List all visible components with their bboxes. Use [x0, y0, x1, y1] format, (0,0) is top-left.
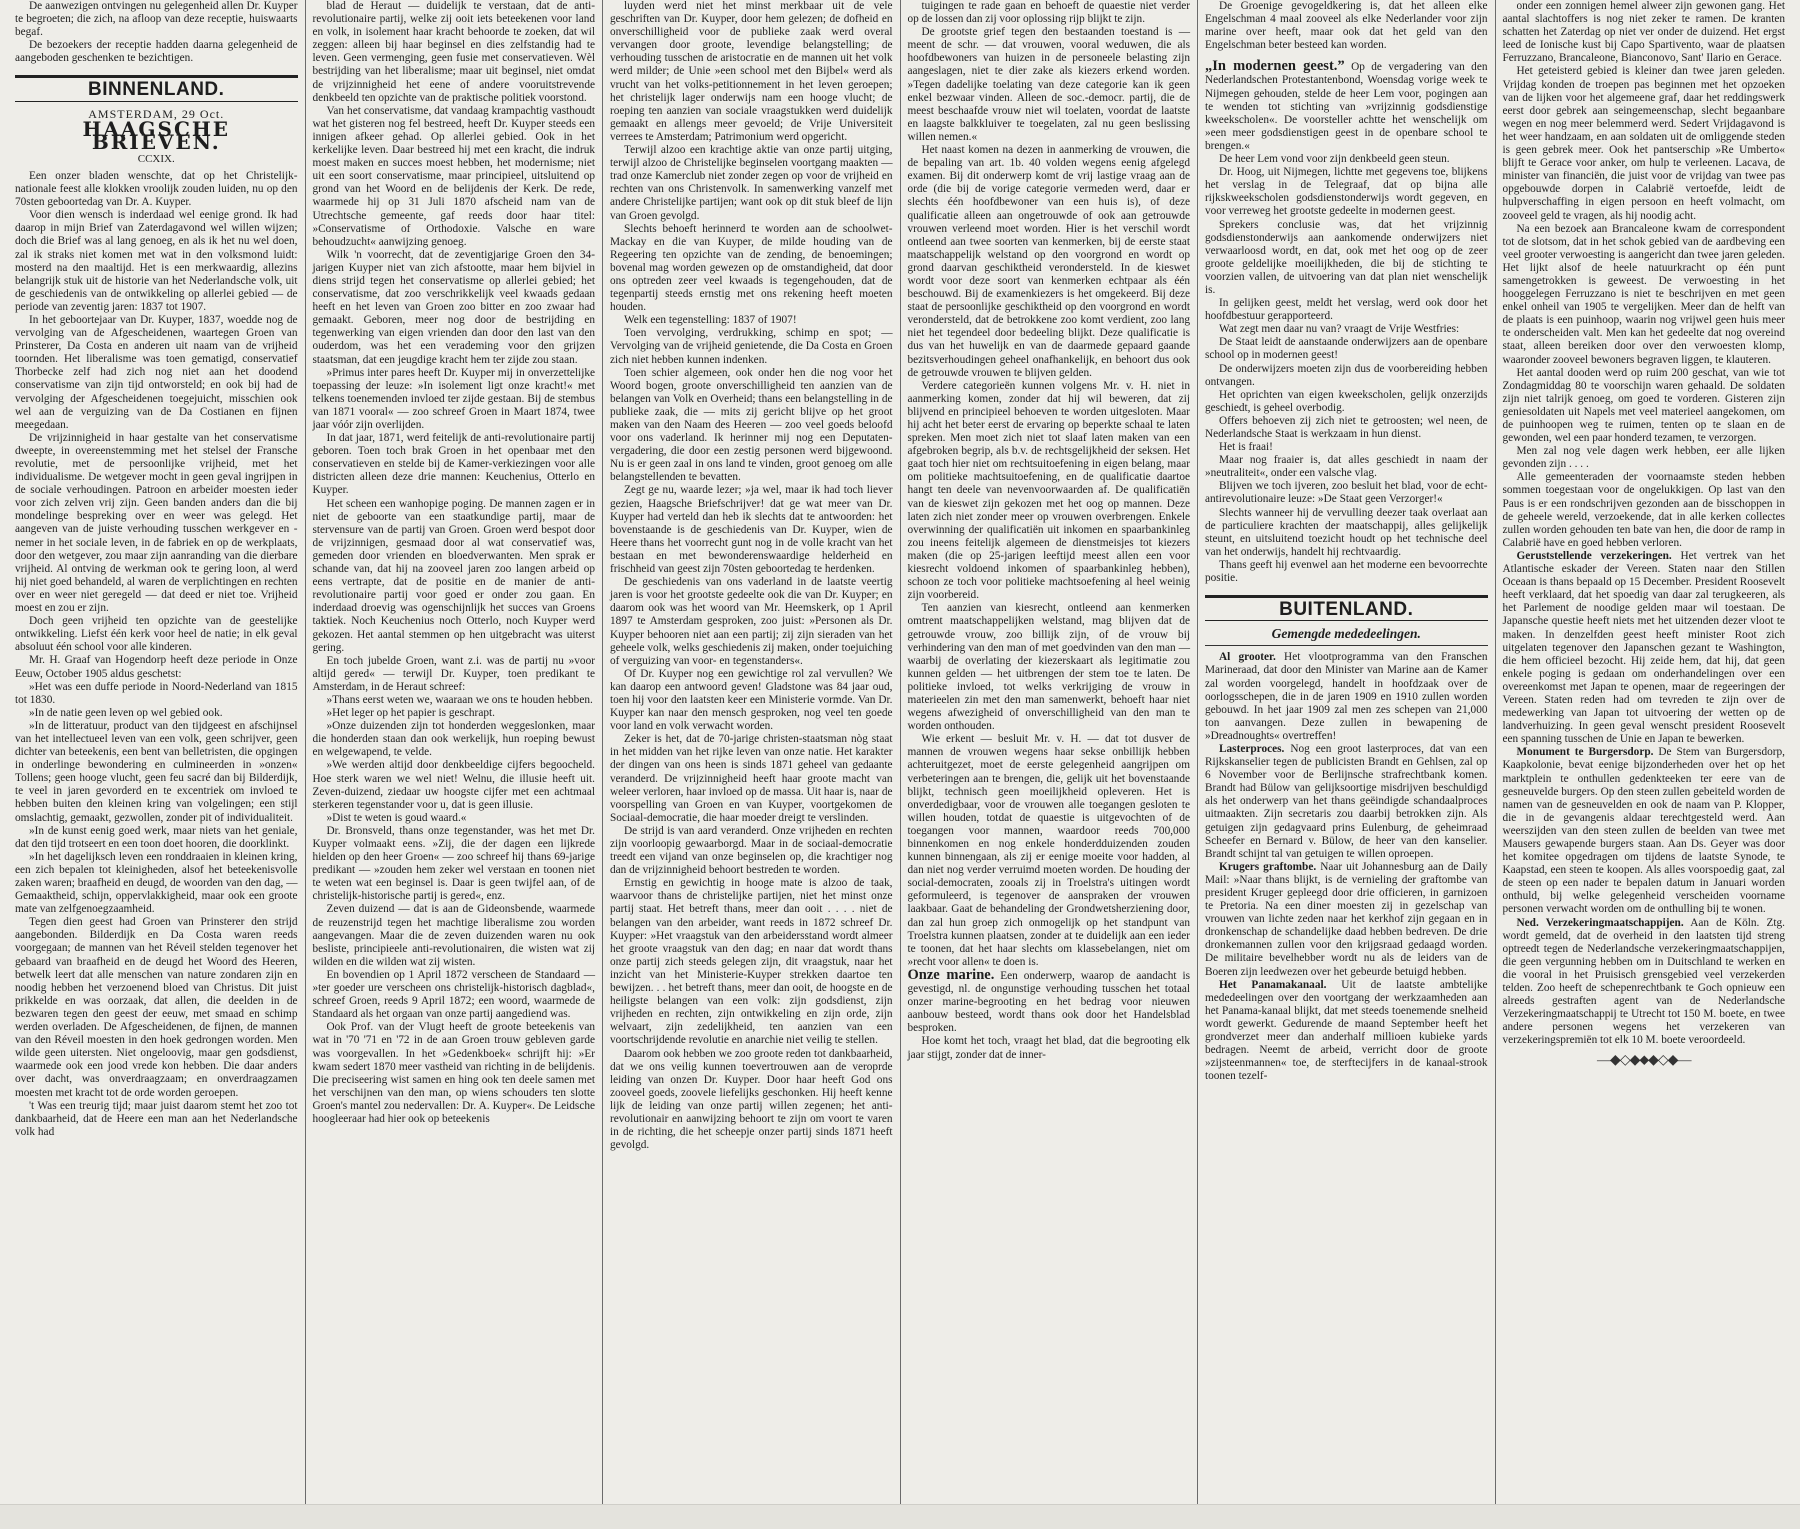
paragraph: »Het leger op het papier is geschrapt.: [326, 707, 495, 720]
paragraph: Daarom ook hebben we zoo groote reden tot dankbaarheid, dat we ons veilig kunnen toevertrouwen aan de veroprde leiding van onzen Dr. Kuyper. Door haar heeft God ons zooveel goeds, zoovele liefelijks geschonken. Hij heeft kenne lijk de leiding van onze partij willen zegenen; het anti-revolutionair en aanwijzing behoort te zijn om voort te varen in de richting, die het scheepje onzer partij sinds 1871 heeft gevolgd.: [610, 1047, 893, 1152]
marine-article: [907, 966, 1191, 1035]
paragraph: Een onzer bladen wenschte, dat op het Christelijk-nationale feest alle klokken vroolijk zouden luiden, nu op den 70sten geboortedag van Dr. A. Kuyper.: [15, 169, 298, 209]
news-items: [1205, 651, 1488, 1083]
paragraph: luyden werd niet het minst merkbaar uit de vele geschriften van Dr. Kuyper, door hem gelezen; de dofheid en onverschilligheid voor de publieke zaak werd overal vervangen door groote, levendige belangstelling; de verhouding tusschen de aristocratie en de mannen uit het volk werd milder; de Unie »een school met den Bijbel« werd als vrucht van het volks-petitionnement in het leven geroepen; het christelijk lager onderwijs nam een hooge vlucht; de roeping ten aanzien van sociale vraagstukken werd duidelijk gemaakt en allengs meer gevoeld; de Vrije Universiteit verrees te Amsterdam; Patrimonium werd opgericht.: [610, 0, 893, 143]
modern-geest-lead: Op de vergadering van den Nederlandschen Protestantenbond, Woensdag vorige week te Nijmegen gehouden, stelde de heer Lem voor, pogingen aan te wenden tot stichting van »vrijzinnig godsdienstige kweekscholen«. De voorsteller achtte het wenschelijk om »een meer godsdienstigen geest in de openbare school te brengen.«: [1205, 61, 1488, 152]
gemengde-title: Gemengde mededeelingen.: [1271, 626, 1421, 642]
paragraph: Na een bezoek aan Brancaleone kwam de correspondent tot de slotsom, dat in het schok gebied van de aardbeving een veel grooter verwoesting is aangericht dan twee jaren geleden. Het lijkt alsof de heele natuurkracht op één punt samengetrokken is geweest. De verwoesting in het hooggelegen Ferruzzano is niet te beschrijven en met geen enkel onheil van 1905 te vergelijken. Meer dan de helft van de plaats is een puinhoop, waarin nog vrijwel geen huis meer te onderscheiden valt. Men kan het gedeelte dat nog overeind staat, alleen bereiken door over den verwoesten klomp, waaronder zooveel bewoners begraven liggen, te klauteren.: [1502, 222, 1785, 366]
column-5: [1198, 0, 1496, 1505]
paragraph: Wilk 'n voorrecht, dat de zeventigjarige Groen den 34-jarigen Kuyper niet van zich afstootte, maar hem bijviel in diens strijd tegen het conservatisme op allerlei gebied; het conservatisme, dat zoo verschrikkelijk veel kwaads gedaan heeft en het leven van Groen zoo bitter en zoo zwaar had gemaakt. Geboren, meer nog door de bestrijding en tegenwerking van eigen vrienden dan door den last van den ouderdom, was het een verademing voor den grijzen staatsman, dat een jeugdige kracht hem ter zijde zou staan.: [312, 248, 595, 366]
paragraph: Ernstig en gewichtig in hooge mate is alzoo de taak, waarvoor thans de christelijke partijen, niet het minst onze partij staat. Het betreft thans, meer dan ooit . . . . niet de belangen van den arbeider, want reeds in 1872 schreef Dr. Kuyper: »Het vraagstuk van den arbeidersstand wordt almeer het groote vraagstuk van den dag; en naar dat wordt thans onze partij zich steeds gelegen zijn, dit vraagstuk, naar het inzicht van het Ministerie-Kuyper strekken daartoe ten bewijzen. . . het betreft thans, meer dan ooit, de hoogste en de heiligste belangen van een volk: zijn godsdienst, zijn vrijheden en rechten, zijn ontwikkeling en zijn orde, zijn welvaart, zijn zedelijkheid, ten aanzien van een voortschrijdende revolutie en anarchie niet veilig te stellen.: [610, 877, 893, 1047]
news-items: [1503, 550, 1786, 1048]
paragraph: 't Was een treurig tijd; maar juist daarom stemt het zoo tot dankbaarheid, dat de Heere een man aan het Nederlandsche volk had: [15, 1099, 298, 1138]
marine-paragraph: Hoe komt het toch, vraagt het blad, dat die begrooting elk jaar stijgt, zonder dat de inner-: [907, 1035, 1190, 1061]
paragraph: In dat jaar, 1871, werd feitelijk de anti-revolutionaire partij geboren. Toen toch brak Groen in het openbaar met den conservatieven en stelde bij de Kamer-verkiezingen voor alle districten alleen deze drie mannen: Keuchenius, Otterlo en Kuyper.: [312, 432, 595, 497]
paragraph: Dr. Hoog, uit Nijmegen, lichtte met gegevens toe, blijkens het verslag in de Telegraaf, dat op bijna alle rijkskweekscholen godsdienstonderwijs wordt gegeven, en voor verreweg het grootste gedeelte in modernen geest.: [1205, 166, 1488, 218]
paragraph: Alle gemeenteraden der voornaamste steden hebben sommen toegestaan voor de ongelukkigen. Op last van den Paus is er een rondschrijven gezonden aan de bisschoppen in de geheele wereld, verzoekende, dat in alle kerken collectes zullen worden gehouden ten bate van hen, die door de ramp in Calabrië have en goed hebben verloren.: [1502, 471, 1785, 549]
paragraph: En toch jubelde Groen, want z.i. was de partij nu »voor altijd gered« — terwijl Dr. Kuyper, toen predikant te Amsterdam, in de Heraut schreef:: [312, 654, 595, 693]
paragraph: De bezoekers der receptie hadden daarna gelegenheid de aangeboden geschenken te bezichtigen.: [15, 39, 298, 65]
news-item-label: Monument te Burgersdorp.: [1516, 746, 1654, 759]
modern-geest-title: „In modernen geest.”: [1205, 58, 1345, 75]
paragraph: De Groenige gevogeldkering is, dat het alleen elke Engelschman 4 maal zooveel als elke Nederlander voor zijn marine over heeft, maar ook dat het geld van den Engelschman beter besteed kan worden.: [1205, 0, 1488, 52]
news-item-text: Aan de Köln. Ztg. wordt gemeld, dat de overheid in den laatsten tijd streng optreedt tegen de Nederlandsche verzekeringmaatschappijen, die geen vergunning hebben om in Duitschland te werken en die vooral in het Pruisisch grensgebied veel verzekerden telden. Zoo heeft de schepenrechtbank te Goch opnieuw een alreeds gestraften agent van de Nederlandsche Verzekeringmaatschappij te Utrecht tot 150 M. boete, en twee andere personen wegens het verzekeren van verzekeringspremiën tot elk 10 M. boete veroordeeld.: [1502, 916, 1786, 1047]
article-body: [1503, 0, 1786, 550]
column-2: [306, 0, 604, 1505]
article-body: [15, 170, 298, 1139]
paragraph: De heer Lem vond voor zijn denkbeeld geen steun.: [1219, 153, 1450, 166]
marine-lead: Een onderwerp, waarop de aandacht is gevestigd, nl. de ongunstige verhouding tusschen het totaal onzer marine-begrooting en het bedrag voor nieuwen aanbouw besteed, wordt thans ook door het Handelsblad besproken.: [907, 969, 1191, 1035]
news-item-text: Uit de laatste ambtelijke mededeelingen over den voortgang der werkzaamheden aan het Panama-kanaal blijkt, dat met steeds toenemende snelheid wordt gewerkt. Gedurende de maand September heeft het grondverzet meer dan anderhalf millioen kubieke yards bedragen. Neemt de arbeid, verricht door de groote »zijsteenmannen« toe, de sterftecijfers in de kanaal-strook toonen tezelf-: [1205, 978, 1488, 1083]
paragraph: tuigingen te rade gaan en behoeft de quaestie niet verder op de lossen dan zij voor oplossing rijp blijkt te zijn.: [907, 0, 1190, 26]
article-body: [610, 0, 893, 1152]
paragraph: Maar nog fraaier is, dat alles geschiedt in naam der »neutraliteit«, onder een valsche vlag.: [1205, 454, 1488, 480]
news-item-label: Ned. Verzekeringmaatschappijen.: [1516, 916, 1684, 929]
paragraph: Men zal nog vele dagen werk hebben, eer alle lijken gevonden zijn . . . .: [1502, 445, 1785, 471]
newspaper-columns: [8, 0, 1792, 1505]
paragraph: »Het was een duffe periode in Noord-Nederland van 1815 tot 1830.: [15, 680, 298, 706]
article-body: [908, 0, 1191, 969]
article-body: [313, 0, 596, 1126]
paragraph: Toen vervolging, verdrukking, schimp en spot; — Vervolging van de vrijheid genietende, die Da Costa en Groen zich niet hebben kunnen indenken.: [610, 327, 893, 366]
paragraph: Terwijl alzoo een krachtige aktie van onze partij uitging, terwijl alzoo de Christelijke beginselen voortgang maakten — trad onze Kamerclub niet zonder zegen op voor de vrijheid en rechten van ons Christenvolk. In samenwerking vanzelf met andere Christelijke partijen; want ook op dit stuk bleef de lijn van Groen gevolgd.: [610, 144, 893, 222]
paragraph: Tegen dien geest had Groen van Prinsterer den strijd aangebonden. Bilderdijk en Da Costa waren reeds voorgegaan; de mannen van het Réveil stelden tegenover het gebaard van braafheid en de deugd het Woord des Heeren, betwelk leert dat alle menschen van nature zondaren zijn en noodig hebben het verzoenend bloed van Christus. Dit juist prikkelde en was oorzaak, dat allen, die deelden in de bezwaren tegen den geest der eeuw, met smaad en schimp werden overladen. De Afgescheidenen, de fijnen, de mannen van den Réveil moesten in den hoek gedrongen worden. Men wilde geen uitersten. Niet ongeloovig, maar gen godsdienst, waarmede ook een jood vrede kon hebben. Die daar anders over dacht, was onverdraagzaam; en onverdraagzamen moesten met kracht tot de orde worden geroepen.: [15, 916, 298, 1099]
paragraph: Zegt ge nu, waarde lezer; »ja wel, maar ik had toch liever gezien, Haagsche Briefschrijver! dat ge wat meer van Dr. Kuyper had verteld dan heb ik slechts dat te antwoorden: het bovenstaande is de geschiedenis van Dr. Kuyper, wien de Heere thans het voorrecht gunt nog in de volle kracht van het bestaan en met bewonderenswaardige helderheid en frischheid van geest zijn 70sten geboortedag te herdenken.: [610, 484, 893, 576]
paragraph: In het geboortejaar van Dr. Kuyper, 1837, woedde nog de vervolging van de Afgescheidenen, waartegen Groen van Prinsterer, Da Costa en anderen uit naam van de vrijheid toornden. Het liberalisme was toen gematigd, conservatief Thorbecke zelf had zich nog niet aan het doodend conservatisme van zijn tijd ontworsteld; en ook bij had de vervolging der Afgescheidenen toegejuicht, misschien ook wel aan de verguizing van de Da Costianen en fijnen meegedaan.: [15, 313, 298, 431]
news-item: [1205, 743, 1488, 861]
news-item: [1205, 979, 1488, 1084]
paragraph: Thans geeft hij evenwel aan het moderne een bevoorrechte positie.: [1205, 558, 1488, 585]
paragraph: »Thans eerst weten we, waaraan we ons te houden hebben.: [326, 693, 593, 706]
paragraph: Zeker is het, dat de 70-jarige christen-staatsman nòg staat in het midden van het rijke leven van onze natie. Het karakter der dingen van ons heen is sinds 1871 geheel van gedaante veranderd. De vrijzinnigheid heeft haar groote macht van weleer verloren, haar invloed op de massa. Uit haar is, naar de voorspelling van Groen en van Kuyper, voortgekomen de Sociaal-democratie, die haar moeder dreigt te verslinden.: [610, 733, 893, 824]
section-title-binnenland: BINNENLAND.: [15, 75, 298, 101]
paragraph: Sprekers conclusie was, dat het vrijzinnig godsdienstonderwijs aan aankomende onderwijzers niet verwaarloosd wordt, en dat, ook met het oog op de zeer groote geldelijke moeilijkheden, die bij de stichting te voorzien vallen, de uitvoering van dat plan niet wenschelijk is.: [1205, 218, 1488, 296]
paragraph: Het geteisterd gebied is kleiner dan twee jaren geleden. Vrijdag konden de troepen pas beginnen met het opzoeken van de lijken voor het algemeene graf, daar het reddingswerk eerst door gebrek aan seingemeenschap, slecht begaanbare wegen en nog meer belemmerd werd. Sedert Vrijdagavond is het weer handzaam, en aan soldaten uit de omliggende steden is geen gebrek meer. Ook het pantserschip »Re Umberto« blijft te Gerace voor anker, om hulp te verleenen. Lacava, de minister van financiën, die juist voor de vrijdag van twee pas opgebouwde dorpen in Calabrië vertoefde, leidt de hulpverschaffing in eigen persoon en heeft volmacht, om zooveel geld te vragen, als hij noodig acht.: [1502, 65, 1785, 222]
news-item-label: Geruststellende verzekeringen.: [1516, 549, 1672, 562]
letter-number: CCXIX.: [137, 152, 175, 165]
paragraph: Zeven duizend — dat is aan de Gideonsbende, waarmede de reuzenstrijd tegen het machtige liberalisme zou worden aangevangen. Maar die de zeven duizenden waren nu ook besliste, principieele anti-revolutionairen, die wisten wat zij wilden en die wilden wat zij wisten.: [312, 903, 595, 968]
news-item-text: Het vertrek van het Atlantische eskader der Vereen. Staten naar den Stillen Oceaan is thans bepaald op 15 December. President Roosevelt heeft verklaard, dat het spoedig van daar zal terugkeeren, als het Parlement de noodige gelden maar wil toestaan. De Japansche questie heeft niets met het uitzenden dezer vloot te maken. In denzelfden geest heeft minister Root zich uitgelaten tegenover den Japanschen gezant te Washington, die hem officieel bezocht. Hij zeide hem, dat hij, dat geen enkele poging is gedaan om onderhandelingen over een overeenkomst met Japan te openen, maar de regeeringen der Vereen. Staten reden had om tevreden te zijn over de medewerking van Japan tot uitvoering der wetten op de landverhuizing. In geen geval wenscht president Roosevelt een spanning tusschen de Unie en Japan te bewerken.: [1502, 549, 1785, 746]
news-item: [1503, 550, 1786, 746]
intro-block: [15, 0, 298, 65]
paragraph: Voor dien wensch is inderdaad wel eenige grond. Ik had daarop in mijn Brief van Zaterdagavond wel willen wijzen; doch die Brief was al lang genoeg, en als ik het nu wel doen, zal ik straks niet komen met wat in den volksmond luidt: mosterd na den maaltijd. Het is een merkwaardig, allezins belangrijk stuk uit de historie van het Nederlandsche volk, uit de geschiedenis van de ontwikkeling op allerlei gebied — de periode van zeventig jaren: 1837 tot 1907.: [15, 209, 298, 313]
paragraph: onder een zonnigen hemel alweer zijn gewonen gang. Het aantal slachtoffers is nog niet zeker te ramen. De kranten schatten het Zaterdag op niet ver onder de duizend. Het ergst leed de Ionische kust bij Capo Spartivento, waar de plaatsen Ferruzzano, Brancaleone, Bianconovo, Sant' Ilario en Gerace.: [1502, 0, 1785, 65]
news-item-label: Lasterproces.: [1219, 742, 1285, 755]
paragraph: »We werden altijd door denkbeeldige cijfers begoocheld. Hoe sterk waren we wel niet! Welnu, die illusie heeft uit. Zeven-duizend, ziedaar uw hoogste cijfer met een achtmaal sterkeren tegenstander voor u, dat is geen illusie.: [312, 759, 595, 811]
news-item-text: Het vlootprogramma van den Franschen Marineraad, dat door den Minister van Marine aan de Kamer zal worden voorgelegd, handelt in hoofdzaak over de oorlogsschepen, die in de jaren 1909 en 1910 zullen worden gebouwd. In het jaar 1909 zal men zes schepen van 21,000 ton aanvangen. Deze zullen in bewapening de »Dreadnoughts« overtreffen!: [1205, 651, 1488, 742]
paragraph: »In de natie geen leven op wel gebied ook.: [29, 706, 223, 719]
paragraph: Het scheen een wanhopige poging. De mannen zagen er in niet de geboorte van een staatkundige partij, maar de stervensure van de partij van Groen. Groen werd bespot door de vrijzinnigen, gesmaad door al wat conservatief was, gemeden door vrienden en bloedverwanten. Men sprak er schande van, dat hij na zooveel jaren zoo langen arbeid op eens vertrapte, dat de positie en de manier de anti-revolutionaire partij voor goed er onder zou gaan. En inderdaad droevig was ogenschijnlijk het succes van Groens taktiek. Noch Keuchenius noch Otterlo, noch Kuyper werd gekozen. Het aantal stemmen op hen uitgebracht was uiterst gering.: [312, 497, 595, 654]
news-item-text: Naar uit Johannesburg aan de Daily Mail: »Naar thans blijkt, is de vernieling der graftombe van president Kruger gepleegd door drie officieren, in garnizoen te Pretoria. Na een diner moesten zij in gezelschap van vrouwen van lichte zeden naar het kerkhof zijn gegaan en in dronkenschap de schandelijke daad hebben bedreven. De drie dronkemannen zullen voor den krijgsraad gedaagd worden. De militaire bevelhebber wordt nu als de leiders van de Boeren zijn leedwezen over het gebeurde betuigd hebben.: [1205, 860, 1488, 978]
paragraph: »In de litteratuur, product van den tijdgeest en afschijnsel van het intellectueel leven van een volk, geen schrijver, geen dichter van beteekenis, een bent van belletristen, die opgingen in onderlinge bewondering en culmineerden in »onzen« Tollens; geen hooge vlucht, geen feu sacré dan bij Bilderdijk, te veel in jaren gevorderd en te excentriek om invloed te hebben buiten den kleinen kring van volgelingen; een stijl omslachtig, gemaakt, gezwollen, zonder pit of individualiteit.: [15, 719, 298, 824]
paragraph: Doch geen vrijheid ten opzichte van de geestelijke ontwikkeling. Liefst één kerk voor heel de natie; in elk geval absoluut één school voor alle kinderen.: [15, 615, 298, 654]
paragraph: Dr. Bronsveld, thans onze tegenstander, was het met Dr. Kuyper volmaakt eens. »Zij, die der dagen een lijkrede hielden op den heer Groen« — zoo schreef hij thans 69-jarige predikant — »zouden hem zeker wel verstaan en toonen niet te weten wat een beginsel is. Daar is geen twijfel aan, of de christelijk-historische partij is gered«, enz.: [312, 824, 595, 903]
paragraph: »Primus inter pares heeft Dr. Kuyper mij in onverzettelijke toepassing der leuze: »In isolement ligt onze kracht!« met telkens toenemenden invloed ter zijde gestaan. Bij de stembus van 1871 vooral« — zoo schreef Groen in Maart 1874, twee jaar vóór zijn overlijden.: [312, 366, 595, 431]
paragraph: Wat zegt men daar nu van? vraagt de Vrije Westfries:: [1219, 323, 1460, 336]
paragraph: De strijd is van aard veranderd. Onze vrijheden en rechten zijn voorloopig gewaarborgd. Maar in de sociaal-democratie treedt een vijand van onze beginselen op, die krachtiger nog dan de vrijzinnigheid behoort bestreden te worden.: [610, 824, 893, 877]
paragraph: »In het dagelijksch leven een ronddraaien in kleinen kring, een zich bepalen tot kleinigheden, alsof het beteekenisvolle zaken waren; braafheid en deugd, de woorden van den dag, — Gemaaktheid, schijn, oppervlakkigheid, maar ook een groote mate van zelfgenoegzaamheid.: [15, 850, 298, 916]
paragraph: De onderwijzers moeten zijn dus de voorbereiding hebben ontvangen.: [1205, 362, 1488, 388]
paragraph: De aanwezigen ontvingen nu gelegenheid allen Dr. Kuyper te begroeten; die zich, na afloop van deze receptie, huiswaarts begaf.: [15, 0, 298, 39]
column-4: [901, 0, 1199, 1505]
news-item: [1503, 917, 1786, 1048]
ornament-divider: —◆◇◆⬥◆◇◆—: [1597, 1052, 1691, 1068]
paragraph: Mr. H. Graaf van Hogendorp heeft deze periode in Onze Eeuw, October 1905 aldus geschetst:: [15, 654, 298, 680]
paragraph: In gelijken geest, meldt het verslag, werd ook door het hoofdbestuur gerapporteerd.: [1205, 297, 1488, 323]
modern-geest-body: [1205, 153, 1488, 585]
news-item: [1205, 861, 1488, 979]
headline-haagsche-brieven: HAAGSCHE BRIEVEN.: [82, 116, 230, 154]
dateline: AMSTERDAM, 29 Oct.: [88, 106, 225, 121]
paragraph: Toen schier algemeen, ook onder hen die nog voor het Woord bogen, groote onverschilligheid ten aanzien van de belangen van Volk en Overheid; thans een belangstelling in de publieke zaak, die — mits zij gericht blijve op het groot maken van den Naam des Heeren — zoo veel goeds beloofd voor ons vaderland. Ik herinner mij nog een Deputaten-vergadering, die door een zestig personen werd bijgewoond. Nu is er geen zaal in ons land te vinden, groot genoeg om alle belangstellenden te bevatten.: [610, 366, 893, 484]
paragraph: Slechts wanneer hij de vervulling deezer taak overlaat aan de particuliere krachten der maatschappij, alles gelijkelijk steunt, en uitsluitend toezicht houdt op het technische deel van het onderwijs, handelt hij rechtvaardig.: [1205, 506, 1488, 558]
paragraph: Welk een tegenstelling: 1837 of 1907!: [624, 314, 797, 327]
modern-geest-article: [1205, 60, 1488, 153]
column-6: [1496, 0, 1793, 1505]
news-item-text: De Stem van Burgersdorp, Kaapkolonie, bevat eenige bijzonderheden over het op het marktplein te onthullen gedenkteeken ter eere van de gesneuvelde burgers. Op den steen zullen gebeiteld worden de namen van de gesneuvelden en ook de naam van P. Klopper, die in de gevangenis aldaar terechtgesteld werd. Aan weerszijden van den steen zullen de beelden van twee met Mausers gewapende burgers staan. Aan Ds. Geyer was door het komitee opgedragen om tijdens de laatste Synode, te Kaapstad, een steen te koopen. Als alles voorspoedig gaat, zal de steen op een nader te bepalen datum in Januari worden onthuld, bij welke gelegenheid verscheiden voorname personen verwacht worden om de onthulling bij te wonen.: [1502, 746, 1785, 916]
paragraph: »Onze duizenden zijn tot honderden weggeslonken, maar die honderden staan dan ook werkelijk, hun roeping bewust en welgewapend, te velde.: [312, 720, 595, 759]
paragraph: Blijven we toch ijveren, zoo besluit het blad, voor de echt-antirevolutionaire leuze: »De Staat geen Verzorger!«: [1205, 480, 1488, 506]
news-item-label: Het Panamakanaal.: [1219, 978, 1327, 991]
paragraph: En bovendien op 1 April 1872 verscheen de Standaard — »ter goeder ure verscheen ons christelijk-historisch dagblad«, schreef Groen, reeds 9 April 1872; een woord, waarmede de Standaard als het orgaan van onze partij aangediend was.: [312, 968, 595, 1021]
paragraph: Slechts behoeft herinnerd te worden aan de schoolwet-Mackay en die van Kuyper, de milde houding van de Regeering ten opzichte van de zending, de benoemingen; bovenal mag worden gewezen op de omstandigheid, dat door ons optreden zeer veel kwaads is tegengehouden, dat de tegenpartij steeds ernstig met ons rekening heeft moeten houden.: [610, 222, 893, 314]
news-item: [1503, 746, 1786, 916]
paragraph: Of Dr. Kuyper nog een gewichtige rol zal vervullen? We kan daarop een antwoord geven! Gladstone was 84 jaar oud, toen hij voor den laatsten keer een Ministerie vormde. Van Dr. Kuyper kan naar den mensch gesproken, nog veel ten goede voor land en volk verwacht worden.: [610, 667, 893, 733]
paragraph: Van het conservatisme, dat vandaag krampachtig vasthoudt wat het gisteren nog fel bestreed, heeft Dr. Kuyper steeds een innigen afkeer gehad. Op allerlei gebied. Ook in het kerkelijke leven. Daar bestreed hij met een kracht, die indruk moest maken en succes moest hebben, het modernisme; niet uit een soort conservatisme, maar principieel, uitsluitend op grond van het Woord en de belijdenis der Kerk. De rede, waarmede hij op 31 Juli 1870 afscheid nam van de Utrechtsche gemeente, gaf reeds door haar titel: »Conservatisme of Orthodoxie. Valsche en ware behoudzucht« aanwijzing genoeg.: [312, 104, 595, 248]
paragraph: Ten aanzien van kiesrecht, ontleend aan kenmerken omtrent maatschappelijken welstand, mag blijven dat de getrouwde vrouw, zoo billijk zijn, of de vrouw bij verhindering van den man of met goedvinden van den man — waarbij de overlating der kiezerskaart als legitimatie zou kunnen gelden — het uitbrengen der stem toe te laten. De politieke invloed, tot welks verkrijging de vrouw in materieelen zin met den man samenwerkt, behoeft haar niet wegens afwezigheid of onverschilligheid van den man te worden onthouden.: [907, 602, 1190, 733]
column-3: [603, 0, 901, 1505]
paragraph: Verdere categorieën kunnen volgens Mr. v. H. niet in aanmerking komen, zonder dat hij wil beweren, dat zij blijvend en principieel behoeven te worden uitgesloten. Maar hij acht het beter eerst de ervaring op beperkte schaal te laten spreken. Men moet zich niet tot slaaf laten maken van een afgebroken begrip, als b.v. de rechtsgelijkheid der seksen. Het gaat toch hier niet om rechtsuitoefening in eigen belang, maar om politieke machtsuitoefening, en de qualificatie daartoe hangt ten deele van nevenvoorwaarden af. De qualificatiën van de kieswet zijn gekozen met het oog op mannen. Deze laten zich niet zonder meer op vrouwen overbrengen. Enkele overwinning der qualificatiën uit inkomen en spaarbankinleg zou ineens feitelijk algemeen de dienstmeisjes tot kiezers maken (die op 25-jarigen leeftijd meest allen een voor kiesrecht voldoend inkomen of spaarbankinleg hebben), schoon ze toch voor politieke machtsoefening al heel weinig zijn voorbereid.: [907, 379, 1190, 602]
paragraph: De Staat leidt de aanstaande onderwijzers aan de openbare school op in modernen geest!: [1205, 336, 1488, 362]
news-item: [1205, 651, 1488, 743]
news-item-label: Al grooter.: [1219, 651, 1276, 664]
paragraph: »Dist te weten is goud waard.«: [326, 811, 467, 824]
paragraph: De vrijzinnigheid in haar gestalte van het conservatisme dweepte, in overeenstemming met het stelsel der Fransche revolutie, met de persoonlijke vrijheid, met het individualisme. De wetgever mocht in geen geval ingrijpen in de sociale verhoudingen. Patroon en arbeider moesten ieder voor zich zelven vrij zijn. Geen banden anders dan die bij mondelinge bespreking over en weer was gelegd. Het aangeven van de juiste verhouding tusschen werkgever en -nemer in het sociale leven, in de fabriek en op de werkplaats, door den wetgever, zou maar zijn aanranding van die dierbare vrijheid. Al ontving de werkman ook te gering loon, al werd hij niet goed behandeld, al waren de verplichtingen en rechten over en weer niet geregeld — dat deed er niet toe. Vrijheid moest en zou er zijn.: [15, 431, 298, 615]
divider: [1205, 645, 1488, 646]
paragraph: Het naast komen na dezen in aanmerking de vrouwen, die de bepaling van art. 1b. 40 volden wegens eenig afgelegd examen. Bij dit onderwerp komt de vrij lastige vraag aan de orde (die bij de vorige categorie vermeden werd, daar er slechts één hoofdbewoner van een huis is), of deze qualificatie alleen aan ongetrouwde of ook aan getrouwde vrouwen verleend moet worden. Hier is het verschil wordt ontleend aan twee soorten van kenmerken, bij de eerste staat maatschappelijk welstand op den voorgrond en wordt op grond daarvan geschiktheid verondersteld. In de kieswet wordt voor deze soort van kenmerken echtpaar als één beschouwd. Bij de examenkiezers is het omgekeerd. Bij deze staat de persoonlijke geschiktheid op den voorgrond en wordt verondersteld, dat de betrokkene zoo komt verdient, zoo lang niet het tegendeel door bedeeling blijkt. Deze qualificatie is dus van het huwelijk en van de daarmede gepaard gaande bezitsverhoudingen geheel onafhankelijk, en behoort dus ook de getrouwde vrouwen te blijven gelden.: [907, 144, 1190, 379]
paragraph: Wie erkent — besluit Mr. v. H. — dat tot dusver de mannen de vrouwen wegens haar sekse onbillijk hebben achteruitgezet, moet de eerste gelegenheid aangrijpen om verbeteringen aan te brengen, die, gelijk uit het bovenstaande blijkt, technisch geen moeilijkheid opleveren. Het is onverdedigbaar, voor de vrouwen alle toegangen gesloten te willen houden, totdat de quaestie is uitgevochten of de toegangen voor mannen, waardoor reeds 700,000 binnenkomen en nog enkele honderdduizenden zouden kunnen binnengaan, als zij er eenige moeite voor hadden, al dan niet nog verder verruimd moeten worden. De houding der social-democraten, zooals zij in Troelstra's uitingen wordt geformuleerd, is tegenover de aanspraken der vrouwen laakbaar. Gaat de behandeling der Grondwetsherziening door, dan zal hun groep zich onmogelijk op het standpunt van Troelstra kunnen plaatsen, zonder at te duidelijk aan een ieder te toonen, dat het haar slechts om klassebelangen, niet om »recht voor allen« te doen is.: [907, 733, 1190, 968]
paragraph: Het is fraai!: [1219, 441, 1273, 454]
paragraph: Offers behoeven zij zich niet te getroosten; wel neen, de Nederlandsche Staat is werkzaam in hun dienst.: [1205, 414, 1488, 440]
paragraph: blad de Heraut — duidelijk te verstaan, dat de anti-revolutionaire partij, welke zij ooit iets beteekenen voor land en volk, in isolement haar kracht behoorde te zoeken, dat wil zeggen: alleen bij haar beginsel en dies zelfstandig had te leven. Geen vermenging, geen fusie met conservatieven. Wèl bestrijding van het liberalisme; maar uit beginsel, niet omdat de vrijzinnigheid het eene of andere vooruitstrevende denkbeeld ten opzichte van de praktische politiek voorstond.: [312, 0, 595, 104]
paragraph: De grootste grief tegen den bestaanden toestand is — meent de schr. — dat vrouwen, vooral weduwen, die als hoofdbewoners van huizen in de personeele belasting zijn aangeslagen, niet te dier zake als kiezers erkend worden. »Tegen dadelijke toelating van deze categorie kan ik geen enkel bezwaar vinden. Alleen de soc.-democr. partij, die de meest beschaafde vrouw niet wil toelaten, voordat de laatste en laagste balkkluiver te toegelaten, zal nu geen beslissing willen nemen.«: [907, 26, 1190, 143]
paragraph: De geschiedenis van ons vaderland in de laatste veertig jaren is voor het grootste gedeelte ook die van Dr. Kuyper; en daarom ook was het woord van Mr. Heemskerk, op 1 April 1897 te Amsterdam gesproken, zoo juist: »Personen als Dr. Kuyper behooren niet aan een partij; zij zijn sieraden van het geheele volk, welks geschiedenis zij maken, onder toejuiching of verguizing van voor- en tegenstanders«.: [610, 576, 893, 667]
page-bottom-margin: [0, 1504, 1800, 1529]
paragraph: Het aantal dooden werd op ruim 200 geschat, van wie tot Zondagmiddag 80 te voorschijn waren gehaald. De soldaten zijn niet talrijk genoeg, om goed te vorderen. Gisteren zijn geniesoldaten uit Napels met veel materieel aangekomen, om de puinhoopen weg te ruimen, tenten op te slaan en de gewonden, wel een paar honderd tezamen, te verzorgen.: [1502, 366, 1785, 445]
column-1: [8, 0, 306, 1505]
paragraph: Ook Prof. van der Vlugt heeft de groote beteekenis van wat in '70 '71 en '72 in de aan Groen trouw gebleven garde was voorgevallen. In het »Gedenkboek« schrijft hij: »Er kwam sedert 1870 meer vastheid van richting in de belijdenis. Die preciseering wist samen en hing ook ten deele samen met het verschijnen van den man, op wiens schouders ten slotte Groen's mantel zou nedervallen: Dr. A. Kuyper«. De Leidsche hoogleeraar had hier ook op beteekenis: [312, 1021, 595, 1125]
top-paragraphs: [1205, 0, 1488, 52]
paragraph: Het oprichten van eigen kweekscholen, gelijk onzerzijds geschiedt, is geheel overbodig.: [1205, 388, 1488, 414]
news-item-text: Nog een groot lasterproces, dat van een Rijkskanselier tegen de publicisten Brandt en Gehlsen, zal op 6 November voor de Berlijnsche strafrechtbank komen. Brandt had Bülow van gelijksoortige misdrijven beschuldigd als het onderwerp van het thans geëindigde schandaalproces uitmaakten. Zijn secretaris zou daarbij betrokken zijn. Als getuigen zijn gedagvaard prins Eulenburg, de geheimraad Scheefer en Bernard v. Bülow, de heer van den kanselier. Brandt schijnt tal van getuigen te willen oproepen.: [1205, 742, 1488, 860]
marine-title: Onze marine.: [907, 966, 995, 983]
section-title-buitenland: BUITENLAND.: [1205, 595, 1488, 621]
paragraph: »In de kunst eenig goed werk, maar niets van het geniale, dat den tijd trotseert en een toon doet hooren, die doorklinkt.: [15, 824, 298, 850]
news-item-label: Krugers graftombe.: [1219, 860, 1317, 873]
